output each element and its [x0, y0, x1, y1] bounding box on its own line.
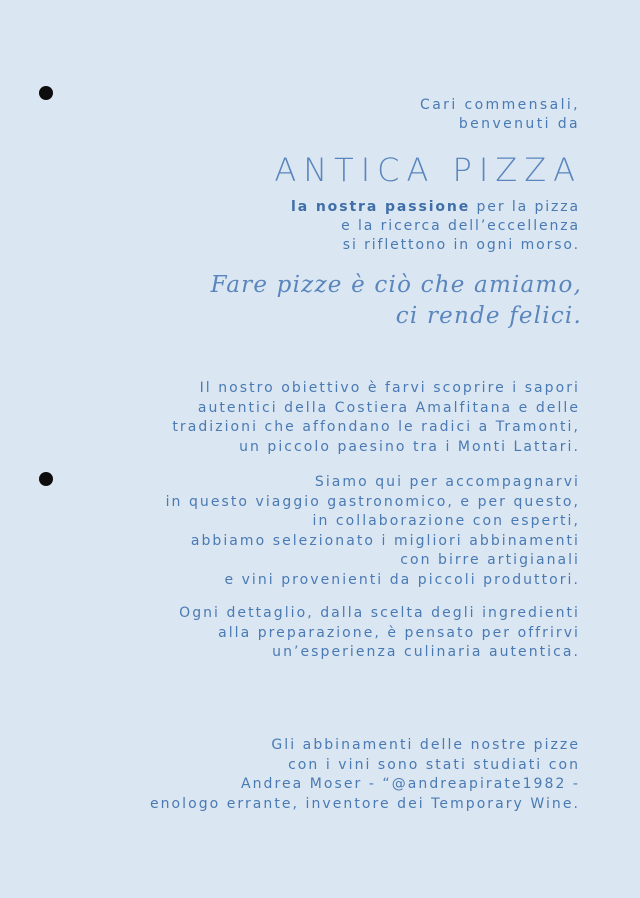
paragraph-line: alla preparazione, è pensato per offrirvi	[218, 624, 580, 641]
passion-statement	[291, 198, 580, 255]
paragraph-line: Ogni dettaglio, dalla scelta degli ingredienti	[179, 605, 580, 621]
paragraph-line: e vini provenienti da piccoli produttori.	[224, 571, 580, 588]
script-quote	[211, 270, 582, 332]
paragraph-line: con birre artigianali	[400, 552, 580, 568]
paragraph-detail	[179, 604, 580, 663]
restaurant-title: ANTICA PIZZA	[274, 151, 582, 189]
paragraph-line: Siamo qui per accompagnarvi	[314, 474, 580, 490]
paragraph-line: enologo errante, inventore dei Temporary Wine.	[149, 795, 580, 812]
paragraph-line: Gli abbinamenti delle nostre pizze	[271, 737, 580, 753]
paragraph-line: in questo viaggio gastronomico, e per questo,	[165, 493, 580, 510]
paragraph-line: abbiamo selezionato i migliori abbinamenti	[190, 532, 580, 549]
paragraph-line: autentici della Costiera Amalfitana e delle	[197, 399, 580, 416]
paragraph-line: con i vini sono stati studiati con	[288, 756, 580, 773]
paragraph-line: tradizioni che affondano le radici a Tramonti,	[172, 419, 580, 435]
greeting-line: benvenuti da	[458, 116, 580, 132]
paragraph-line: Andrea Moser - “@andreapirate1982 -	[240, 776, 580, 792]
paragraph-line: un piccolo paesino tra i Monti Lattari.	[239, 438, 580, 455]
script-quote-line: ci rende felici.	[395, 303, 582, 329]
passion-highlight: la nostra passione	[291, 199, 471, 215]
passion-line: e la ricerca dell’eccellenza	[341, 218, 580, 234]
script-quote-line: Fare pizze è ciò che amiamo,	[210, 272, 582, 298]
paragraph-line: in collaborazione con esperti,	[312, 513, 580, 529]
greeting	[420, 96, 580, 134]
passion-line-rest: per la pizza	[470, 199, 580, 215]
binder-hole-top	[39, 86, 53, 100]
greeting-line: Cari commensali,	[420, 97, 580, 113]
binder-hole-middle	[39, 472, 53, 486]
paragraph-wine-pairing	[150, 736, 580, 814]
paragraph-line: un’esperienza culinaria autentica.	[272, 644, 580, 660]
passion-line: si riflettono in ogni morso.	[342, 237, 580, 253]
paragraph-journey	[166, 473, 580, 590]
paragraph-objective	[172, 379, 580, 457]
paragraph-line: Il nostro obiettivo è farvi scoprire i sapori	[199, 380, 580, 396]
passion-line	[291, 198, 580, 217]
